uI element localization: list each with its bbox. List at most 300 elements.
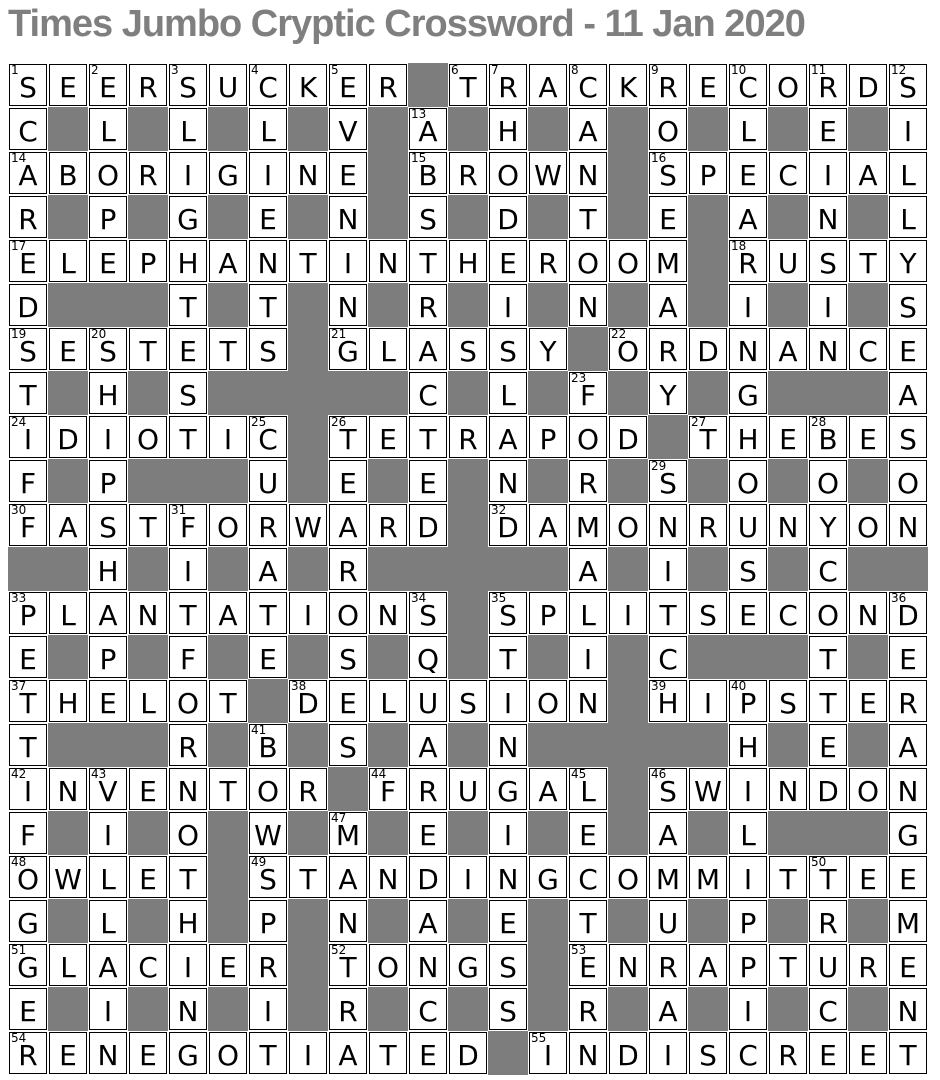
- grid-cell[interactable]: [689, 768, 727, 810]
- grid-cell[interactable]: [849, 1032, 887, 1074]
- grid-cell[interactable]: [169, 944, 207, 986]
- grid-cell[interactable]: [289, 240, 327, 282]
- grid-cell[interactable]: [249, 548, 287, 590]
- grid-cell[interactable]: [569, 504, 607, 546]
- grid-cell[interactable]: [889, 724, 927, 766]
- grid-cell[interactable]: [689, 944, 727, 986]
- grid-cell[interactable]: [569, 768, 607, 810]
- grid-cell[interactable]: [409, 988, 447, 1030]
- grid-cell[interactable]: [329, 724, 367, 766]
- grid-cell[interactable]: [89, 768, 127, 810]
- grid-cell[interactable]: [89, 680, 127, 722]
- grid-cell[interactable]: [209, 504, 247, 546]
- grid-cell[interactable]: [769, 1032, 807, 1074]
- grid-cell[interactable]: [289, 856, 327, 898]
- grid-cell[interactable]: [249, 856, 287, 898]
- grid-cell[interactable]: [409, 1032, 447, 1074]
- grid-cell[interactable]: [329, 548, 367, 590]
- grid-cell[interactable]: [729, 680, 767, 722]
- grid-cell[interactable]: [89, 592, 127, 634]
- grid-cell[interactable]: [849, 944, 887, 986]
- grid-cell[interactable]: [809, 548, 847, 590]
- grid-cell[interactable]: [689, 680, 727, 722]
- grid-cell[interactable]: [329, 680, 367, 722]
- grid-cell[interactable]: [49, 64, 87, 106]
- grid-cell[interactable]: [169, 592, 207, 634]
- grid-cell[interactable]: [489, 284, 527, 326]
- grid-cell[interactable]: [609, 1032, 647, 1074]
- grid-cell[interactable]: [689, 152, 727, 194]
- grid-cell[interactable]: [529, 240, 567, 282]
- grid-cell[interactable]: [489, 812, 527, 854]
- grid-cell[interactable]: [369, 240, 407, 282]
- grid-cell[interactable]: [9, 856, 47, 898]
- grid-cell[interactable]: [529, 504, 567, 546]
- grid-cell[interactable]: [729, 284, 767, 326]
- grid-cell[interactable]: [329, 988, 367, 1030]
- grid-cell[interactable]: [89, 636, 127, 678]
- grid-cell[interactable]: [9, 636, 47, 678]
- grid-cell[interactable]: [809, 1032, 847, 1074]
- grid-cell[interactable]: [289, 680, 327, 722]
- grid-cell[interactable]: [329, 284, 367, 326]
- grid-cell[interactable]: [489, 240, 527, 282]
- grid-cell[interactable]: [329, 900, 367, 942]
- grid-cell[interactable]: [689, 592, 727, 634]
- grid-cell[interactable]: [809, 900, 847, 942]
- grid-cell[interactable]: [89, 64, 127, 106]
- grid-cell[interactable]: [489, 196, 527, 238]
- grid-cell[interactable]: [649, 636, 687, 678]
- grid-cell[interactable]: [209, 768, 247, 810]
- grid-cell[interactable]: [9, 240, 47, 282]
- grid-cell[interactable]: [409, 724, 447, 766]
- grid-cell[interactable]: [849, 328, 887, 370]
- grid-cell[interactable]: [689, 328, 727, 370]
- grid-cell[interactable]: [89, 504, 127, 546]
- grid-cell[interactable]: [209, 152, 247, 194]
- grid-cell[interactable]: [409, 372, 447, 414]
- grid-cell[interactable]: [609, 944, 647, 986]
- grid-cell[interactable]: [809, 284, 847, 326]
- grid-cell[interactable]: [249, 328, 287, 370]
- grid-cell[interactable]: [249, 284, 287, 326]
- grid-cell[interactable]: [889, 108, 927, 150]
- grid-cell[interactable]: [489, 636, 527, 678]
- grid-cell[interactable]: [569, 988, 607, 1030]
- grid-cell[interactable]: [609, 592, 647, 634]
- grid-cell[interactable]: [89, 240, 127, 282]
- grid-cell[interactable]: [169, 812, 207, 854]
- grid-cell[interactable]: [729, 196, 767, 238]
- grid-cell[interactable]: [849, 856, 887, 898]
- grid-cell[interactable]: [209, 64, 247, 106]
- grid-cell[interactable]: [569, 856, 607, 898]
- grid-cell[interactable]: [369, 944, 407, 986]
- grid-cell[interactable]: [489, 328, 527, 370]
- grid-cell[interactable]: [9, 988, 47, 1030]
- grid-cell[interactable]: [609, 504, 647, 546]
- grid-cell[interactable]: [769, 240, 807, 282]
- grid-cell[interactable]: [49, 328, 87, 370]
- grid-cell[interactable]: [9, 372, 47, 414]
- grid-cell[interactable]: [569, 592, 607, 634]
- grid-cell[interactable]: [409, 196, 447, 238]
- grid-cell[interactable]: [89, 812, 127, 854]
- grid-cell[interactable]: [329, 460, 367, 502]
- grid-cell[interactable]: [169, 328, 207, 370]
- grid-cell[interactable]: [889, 680, 927, 722]
- grid-cell[interactable]: [809, 416, 847, 458]
- grid-cell[interactable]: [289, 1032, 327, 1074]
- grid-cell[interactable]: [569, 548, 607, 590]
- grid-cell[interactable]: [489, 724, 527, 766]
- grid-cell[interactable]: [9, 460, 47, 502]
- grid-cell[interactable]: [569, 240, 607, 282]
- grid-cell[interactable]: [649, 856, 687, 898]
- grid-cell[interactable]: [9, 724, 47, 766]
- grid-cell[interactable]: [249, 988, 287, 1030]
- grid-cell[interactable]: [889, 900, 927, 942]
- grid-cell[interactable]: [49, 768, 87, 810]
- grid-cell[interactable]: [169, 152, 207, 194]
- grid-cell[interactable]: [89, 548, 127, 590]
- grid-cell[interactable]: [329, 856, 367, 898]
- grid-cell[interactable]: [689, 1032, 727, 1074]
- grid-cell[interactable]: [209, 680, 247, 722]
- grid-cell[interactable]: [729, 724, 767, 766]
- grid-cell[interactable]: [329, 592, 367, 634]
- grid-cell[interactable]: [649, 152, 687, 194]
- grid-cell[interactable]: [889, 460, 927, 502]
- grid-cell[interactable]: [649, 196, 687, 238]
- grid-cell[interactable]: [769, 944, 807, 986]
- grid-cell[interactable]: [129, 504, 167, 546]
- grid-cell[interactable]: [169, 108, 207, 150]
- grid-cell[interactable]: [609, 416, 647, 458]
- grid-cell[interactable]: [409, 504, 447, 546]
- grid-cell[interactable]: [489, 944, 527, 986]
- grid-cell[interactable]: [729, 812, 767, 854]
- grid-cell[interactable]: [9, 680, 47, 722]
- grid-cell[interactable]: [569, 108, 607, 150]
- grid-cell[interactable]: [649, 592, 687, 634]
- grid-cell[interactable]: [49, 680, 87, 722]
- grid-cell[interactable]: [809, 196, 847, 238]
- grid-cell[interactable]: [169, 1032, 207, 1074]
- grid-cell[interactable]: [409, 856, 447, 898]
- grid-cell[interactable]: [489, 372, 527, 414]
- grid-cell[interactable]: [689, 416, 727, 458]
- grid-cell[interactable]: [169, 196, 207, 238]
- grid-cell[interactable]: [849, 592, 887, 634]
- grid-cell[interactable]: [769, 328, 807, 370]
- grid-cell[interactable]: [769, 504, 807, 546]
- grid-cell[interactable]: [49, 944, 87, 986]
- grid-cell[interactable]: [249, 944, 287, 986]
- grid-cell[interactable]: [729, 856, 767, 898]
- grid-cell[interactable]: [529, 592, 567, 634]
- grid-cell[interactable]: [329, 416, 367, 458]
- grid-cell[interactable]: [649, 680, 687, 722]
- grid-cell[interactable]: [9, 900, 47, 942]
- grid-cell[interactable]: [89, 944, 127, 986]
- grid-cell[interactable]: [89, 900, 127, 942]
- grid-cell[interactable]: [769, 64, 807, 106]
- grid-cell[interactable]: [249, 196, 287, 238]
- grid-cell[interactable]: [529, 64, 567, 106]
- grid-cell[interactable]: [369, 768, 407, 810]
- grid-cell[interactable]: [529, 416, 567, 458]
- grid-cell[interactable]: [369, 504, 407, 546]
- grid-cell[interactable]: [369, 1032, 407, 1074]
- grid-cell[interactable]: [409, 152, 447, 194]
- grid-cell[interactable]: [489, 856, 527, 898]
- grid-cell[interactable]: [769, 680, 807, 722]
- grid-cell[interactable]: [729, 372, 767, 414]
- grid-cell[interactable]: [729, 64, 767, 106]
- grid-cell[interactable]: [369, 856, 407, 898]
- grid-cell[interactable]: [849, 680, 887, 722]
- grid-cell[interactable]: [9, 504, 47, 546]
- grid-cell[interactable]: [889, 504, 927, 546]
- grid-cell[interactable]: [729, 944, 767, 986]
- grid-cell[interactable]: [129, 768, 167, 810]
- grid-cell[interactable]: [729, 108, 767, 150]
- grid-cell[interactable]: [249, 636, 287, 678]
- grid-cell[interactable]: [409, 680, 447, 722]
- grid-cell[interactable]: [649, 900, 687, 942]
- grid-cell[interactable]: [169, 372, 207, 414]
- grid-cell[interactable]: [9, 592, 47, 634]
- grid-cell[interactable]: [409, 460, 447, 502]
- grid-cell[interactable]: [329, 64, 367, 106]
- grid-cell[interactable]: [209, 240, 247, 282]
- grid-cell[interactable]: [809, 856, 847, 898]
- grid-cell[interactable]: [809, 636, 847, 678]
- grid-cell[interactable]: [489, 460, 527, 502]
- grid-cell[interactable]: [569, 416, 607, 458]
- grid-cell[interactable]: [49, 240, 87, 282]
- grid-cell[interactable]: [169, 988, 207, 1030]
- grid-cell[interactable]: [809, 504, 847, 546]
- grid-cell[interactable]: [289, 152, 327, 194]
- grid-cell[interactable]: [409, 900, 447, 942]
- grid-cell[interactable]: [49, 504, 87, 546]
- grid-cell[interactable]: [809, 240, 847, 282]
- grid-cell[interactable]: [9, 196, 47, 238]
- grid-cell[interactable]: [889, 988, 927, 1030]
- grid-cell[interactable]: [729, 328, 767, 370]
- grid-cell[interactable]: [9, 1032, 47, 1074]
- grid-cell[interactable]: [249, 152, 287, 194]
- grid-cell[interactable]: [729, 548, 767, 590]
- grid-cell[interactable]: [289, 504, 327, 546]
- grid-cell[interactable]: [729, 768, 767, 810]
- grid-cell[interactable]: [649, 328, 687, 370]
- grid-cell[interactable]: [569, 1032, 607, 1074]
- grid-cell[interactable]: [249, 460, 287, 502]
- grid-cell[interactable]: [609, 240, 647, 282]
- grid-cell[interactable]: [369, 592, 407, 634]
- grid-cell[interactable]: [769, 768, 807, 810]
- grid-cell[interactable]: [369, 328, 407, 370]
- grid-cell[interactable]: [329, 504, 367, 546]
- grid-cell[interactable]: [889, 240, 927, 282]
- grid-cell[interactable]: [649, 240, 687, 282]
- grid-cell[interactable]: [129, 680, 167, 722]
- grid-cell[interactable]: [529, 680, 567, 722]
- grid-cell[interactable]: [649, 1032, 687, 1074]
- grid-cell[interactable]: [9, 328, 47, 370]
- grid-cell[interactable]: [569, 460, 607, 502]
- grid-cell[interactable]: [409, 240, 447, 282]
- grid-cell[interactable]: [209, 1032, 247, 1074]
- grid-cell[interactable]: [569, 284, 607, 326]
- grid-cell[interactable]: [769, 416, 807, 458]
- grid-cell[interactable]: [129, 856, 167, 898]
- grid-cell[interactable]: [249, 64, 287, 106]
- grid-cell[interactable]: [849, 64, 887, 106]
- grid-cell[interactable]: [489, 416, 527, 458]
- grid-cell[interactable]: [369, 64, 407, 106]
- grid-cell[interactable]: [409, 944, 447, 986]
- grid-cell[interactable]: [89, 416, 127, 458]
- grid-cell[interactable]: [889, 944, 927, 986]
- grid-cell[interactable]: [889, 812, 927, 854]
- grid-cell[interactable]: [329, 812, 367, 854]
- grid-cell[interactable]: [89, 1032, 127, 1074]
- grid-cell[interactable]: [369, 680, 407, 722]
- grid-cell[interactable]: [89, 196, 127, 238]
- grid-cell[interactable]: [329, 108, 367, 150]
- grid-cell[interactable]: [729, 592, 767, 634]
- grid-cell[interactable]: [409, 636, 447, 678]
- grid-cell[interactable]: [49, 1032, 87, 1074]
- grid-cell[interactable]: [569, 944, 607, 986]
- grid-cell[interactable]: [449, 680, 487, 722]
- grid-cell[interactable]: [569, 812, 607, 854]
- grid-cell[interactable]: [169, 724, 207, 766]
- grid-cell[interactable]: [169, 64, 207, 106]
- grid-cell[interactable]: [649, 548, 687, 590]
- grid-cell[interactable]: [809, 64, 847, 106]
- grid-cell[interactable]: [169, 548, 207, 590]
- grid-cell[interactable]: [849, 768, 887, 810]
- grid-cell[interactable]: [729, 900, 767, 942]
- grid-cell[interactable]: [489, 592, 527, 634]
- grid-cell[interactable]: [609, 856, 647, 898]
- grid-cell[interactable]: [209, 328, 247, 370]
- grid-cell[interactable]: [49, 856, 87, 898]
- grid-cell[interactable]: [529, 1032, 567, 1074]
- grid-cell[interactable]: [489, 680, 527, 722]
- grid-cell[interactable]: [529, 328, 567, 370]
- grid-cell[interactable]: [809, 328, 847, 370]
- grid-cell[interactable]: [889, 768, 927, 810]
- grid-cell[interactable]: [49, 152, 87, 194]
- grid-cell[interactable]: [529, 856, 567, 898]
- grid-cell[interactable]: [849, 240, 887, 282]
- grid-cell[interactable]: [329, 328, 367, 370]
- grid-cell[interactable]: [9, 152, 47, 194]
- grid-cell[interactable]: [409, 592, 447, 634]
- grid-cell[interactable]: [889, 64, 927, 106]
- grid-cell[interactable]: [449, 152, 487, 194]
- grid-cell[interactable]: [249, 812, 287, 854]
- grid-cell[interactable]: [729, 240, 767, 282]
- grid-cell[interactable]: [89, 988, 127, 1030]
- grid-cell[interactable]: [329, 240, 367, 282]
- grid-cell[interactable]: [729, 416, 767, 458]
- grid-cell[interactable]: [249, 900, 287, 942]
- grid-cell[interactable]: [169, 504, 207, 546]
- grid-cell[interactable]: [729, 152, 767, 194]
- grid-cell[interactable]: [169, 284, 207, 326]
- grid-cell[interactable]: [689, 504, 727, 546]
- grid-cell[interactable]: [249, 768, 287, 810]
- grid-cell[interactable]: [809, 944, 847, 986]
- grid-cell[interactable]: [889, 152, 927, 194]
- grid-cell[interactable]: [249, 108, 287, 150]
- grid-cell[interactable]: [89, 372, 127, 414]
- grid-cell[interactable]: [129, 592, 167, 634]
- grid-cell[interactable]: [649, 988, 687, 1030]
- grid-cell[interactable]: [809, 460, 847, 502]
- grid-cell[interactable]: [9, 284, 47, 326]
- grid-cell[interactable]: [729, 988, 767, 1030]
- grid-cell[interactable]: [489, 768, 527, 810]
- grid-cell[interactable]: [769, 152, 807, 194]
- grid-cell[interactable]: [89, 152, 127, 194]
- grid-cell[interactable]: [129, 64, 167, 106]
- grid-cell[interactable]: [809, 988, 847, 1030]
- grid-cell[interactable]: [369, 416, 407, 458]
- grid-cell[interactable]: [649, 812, 687, 854]
- grid-cell[interactable]: [289, 64, 327, 106]
- grid-cell[interactable]: [529, 152, 567, 194]
- grid-cell[interactable]: [409, 416, 447, 458]
- grid-cell[interactable]: [449, 328, 487, 370]
- grid-cell[interactable]: [9, 64, 47, 106]
- grid-cell[interactable]: [89, 856, 127, 898]
- grid-cell[interactable]: [449, 768, 487, 810]
- grid-cell[interactable]: [89, 108, 127, 150]
- grid-cell[interactable]: [889, 856, 927, 898]
- grid-cell[interactable]: [889, 592, 927, 634]
- grid-cell[interactable]: [449, 1032, 487, 1074]
- grid-cell[interactable]: [689, 64, 727, 106]
- grid-cell[interactable]: [49, 592, 87, 634]
- grid-cell[interactable]: [9, 108, 47, 150]
- grid-cell[interactable]: [409, 108, 447, 150]
- grid-cell[interactable]: [529, 768, 567, 810]
- grid-cell[interactable]: [889, 636, 927, 678]
- grid-cell[interactable]: [649, 64, 687, 106]
- grid-cell[interactable]: [169, 768, 207, 810]
- grid-cell[interactable]: [249, 592, 287, 634]
- grid-cell[interactable]: [849, 504, 887, 546]
- grid-cell[interactable]: [569, 196, 607, 238]
- grid-cell[interactable]: [729, 1032, 767, 1074]
- grid-cell[interactable]: [889, 328, 927, 370]
- grid-cell[interactable]: [249, 240, 287, 282]
- grid-cell[interactable]: [649, 504, 687, 546]
- grid-cell[interactable]: [569, 636, 607, 678]
- grid-cell[interactable]: [569, 372, 607, 414]
- grid-cell[interactable]: [409, 328, 447, 370]
- grid-cell[interactable]: [409, 812, 447, 854]
